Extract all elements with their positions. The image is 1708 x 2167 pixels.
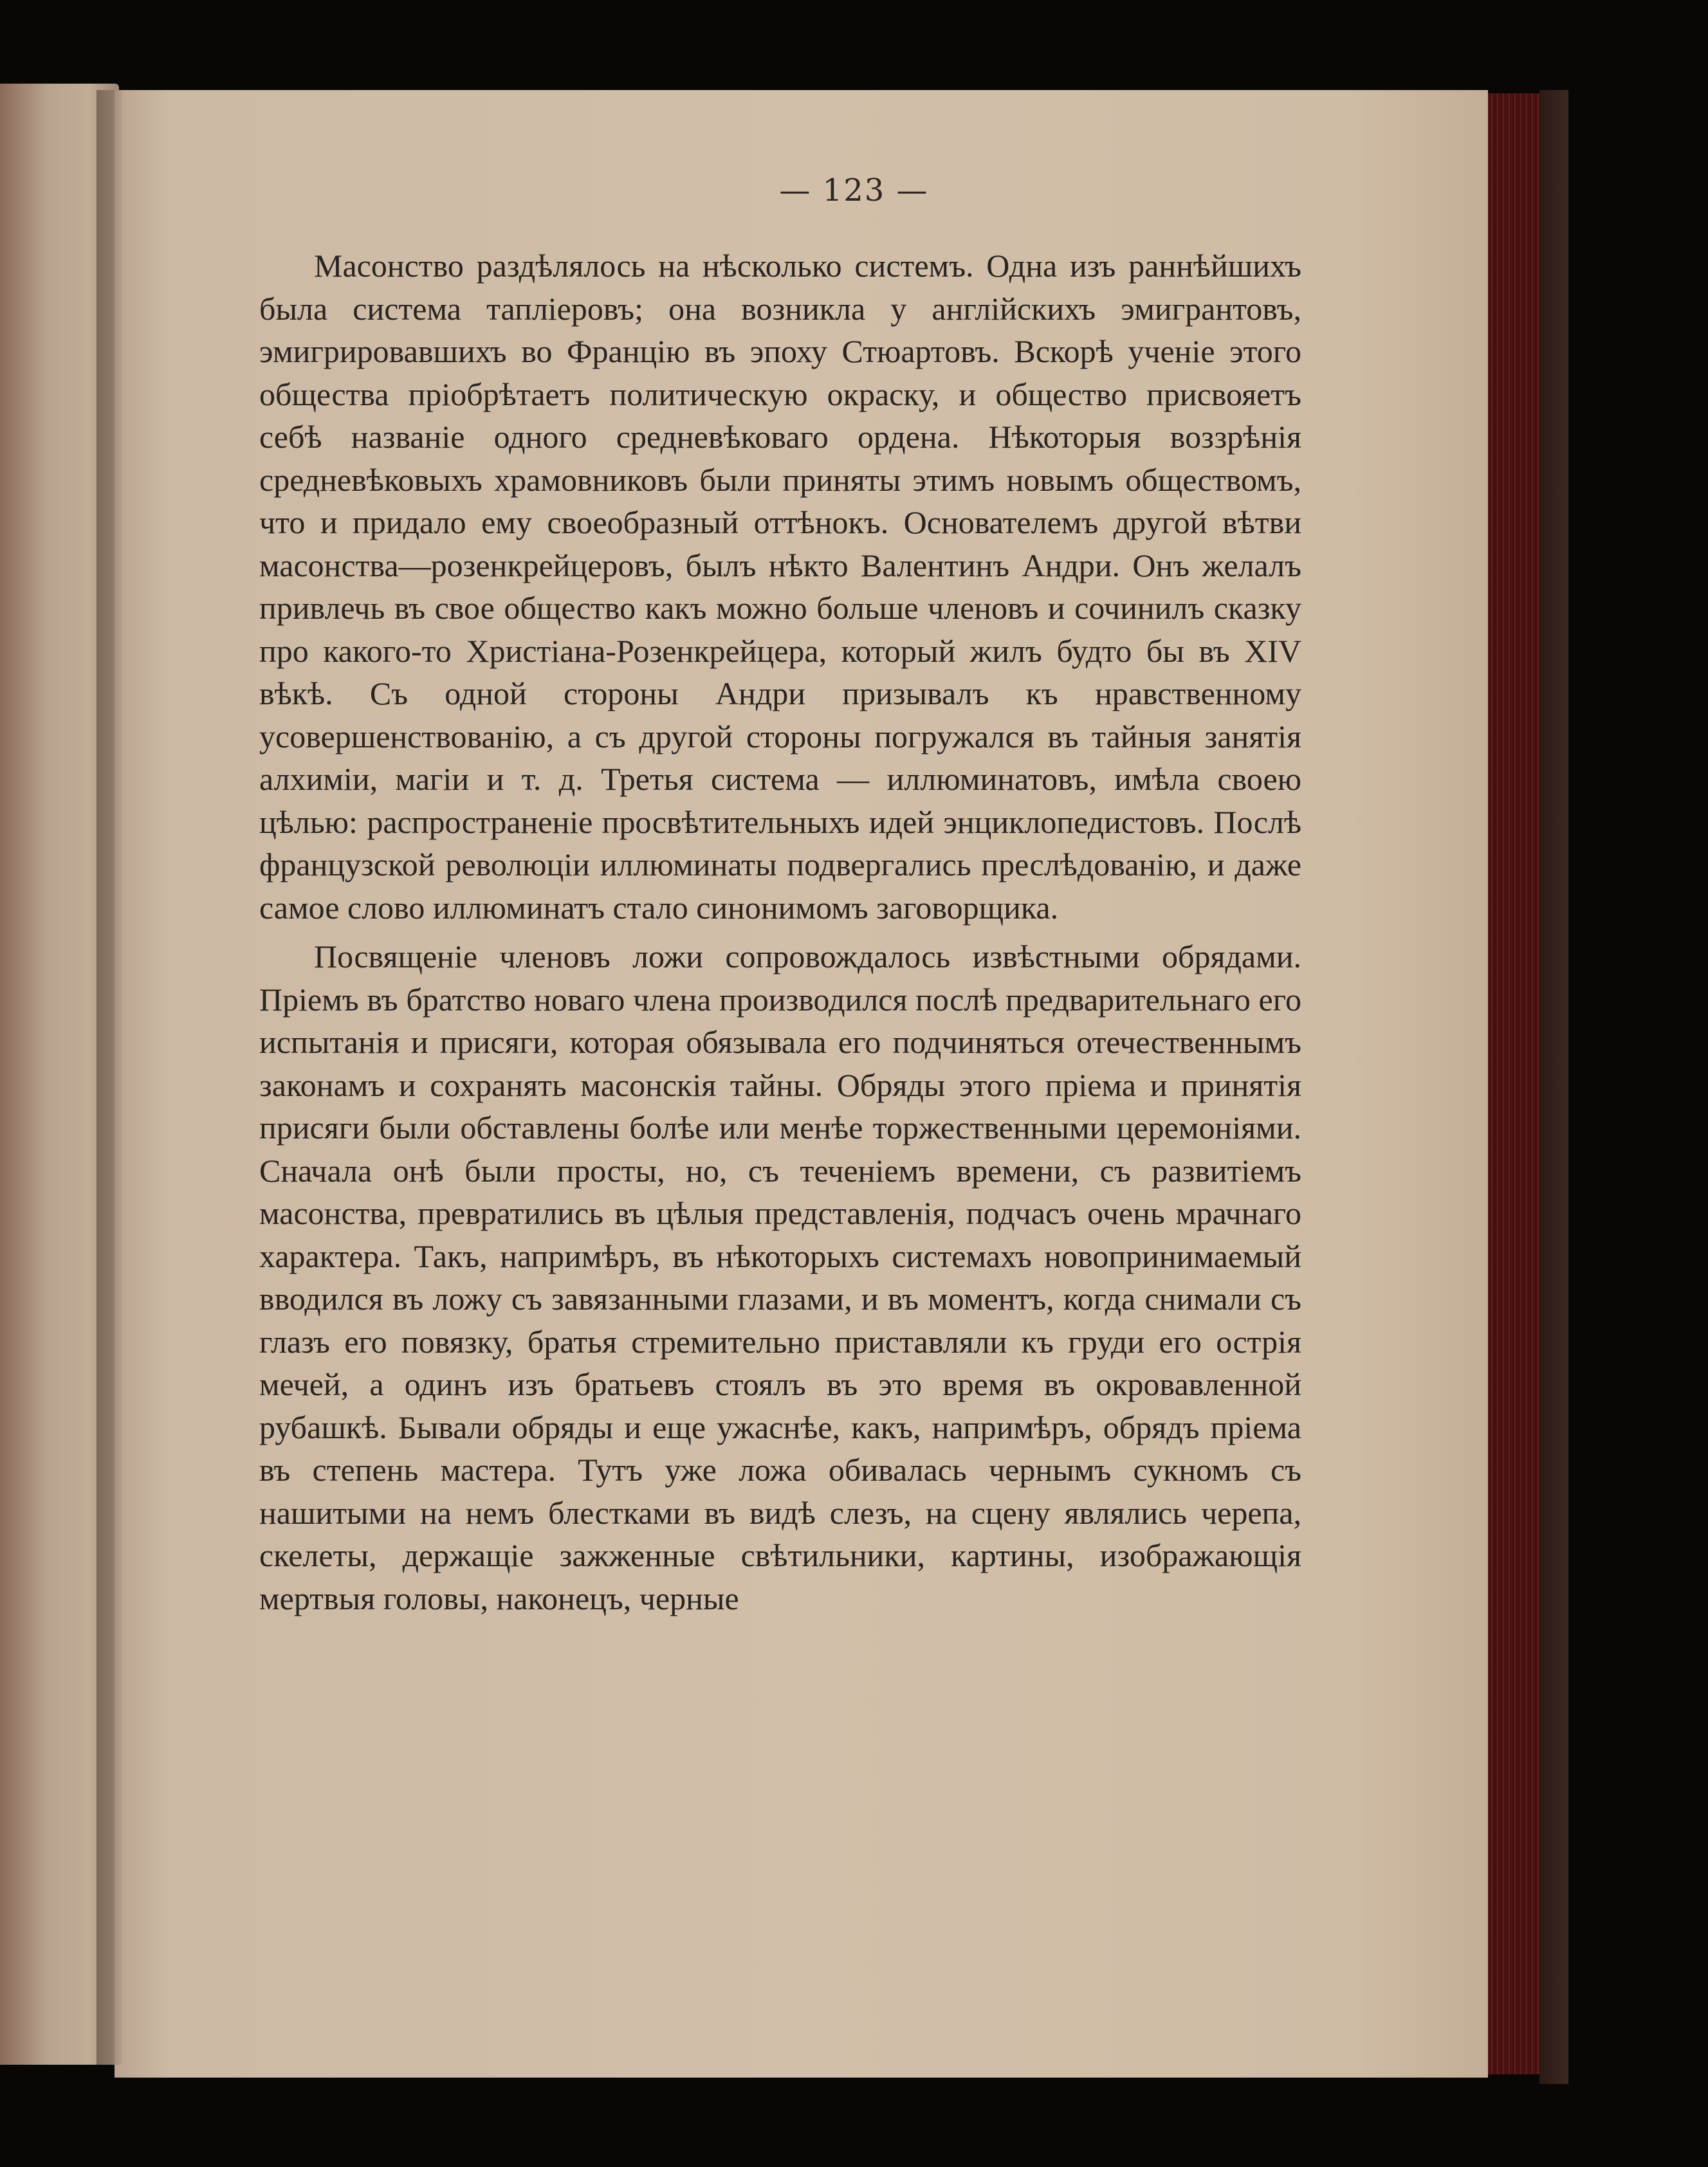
- paragraph: Масонство раздѣлялось на нѣсколько системъ. Одна изъ раннѣйшихъ была система таплiеровъ; она возникла у англiйскихъ эмигрантовъ, эмигрировавшихъ во Францiю въ эпоху Стюартовъ. Вскорѣ ученiе этого общества прiобрѣтаетъ политическую окраску, и общество присвояетъ себѣ названiе одного средневѣковаго ордена. Нѣкоторыя воззрѣнiя средневѣковыхъ храмовниковъ были приняты этимъ новымъ обществомъ, что и придало ему своеобразный оттѣнокъ. Основателемъ другой вѣтви масонства—розенкрейцеровъ, былъ нѣкто Валентинъ Андри. Онъ желалъ привлечь въ свое общество какъ можно больше членовъ и сочинилъ сказку про какого-то Христiана-Розенкрейцера, который жилъ будто бы въ XIV вѣкѣ. Съ одной стороны Андри призывалъ къ нравственному усовершенствованiю, а съ другой стороны погружался въ тайныя занятiя алхимiи, магiи и т. д. Третья система — иллюминатовъ, имѣла своею цѣлью: распространенiе просвѣтительныхъ идей энциклопедистовъ. Послѣ французской революцiи иллюминаты подвергались преслѣдованiю, и даже самое слово иллюминатъ стало синонимомъ заговорщика.: [259, 248, 1301, 926]
- book-cover: [1539, 90, 1568, 2084]
- page-number: — 123 —: [779, 172, 929, 208]
- paragraph: Посвященiе членовъ ложи сопровождалось извѣстными обрядами. Прiемъ въ братство новаго члена производился послѣ предварительнаго его испытанiя и присяги, которая обязывала его подчиняться отечественнымъ законамъ и сохранять масонскiя тайны. Обряды этого прiема и принятiя присяги были обставлены болѣе или менѣе торжественными церемонiями. Сначала онѣ были просты, но, съ теченiемъ времени, съ развитiемъ масонства, превратились въ цѣлыя представленiя, подчасъ очень мрачнаго характера. Такъ, напримѣръ, въ нѣкоторыхъ системахъ новопринимаемый вводился въ ложу съ завязанными глазами, и въ моментъ, когда снимали съ глазъ его повязку, братья стремительно приставляли къ груди его острiя мечей, а одинъ изъ братьевъ стоялъ въ это время въ окровавленной рубашкѣ. Бывали обряды и еще ужаснѣе, какъ, напримѣръ, обрядъ прiема въ степень мастера. Тутъ уже ложа обивалась чернымъ сукномъ съ нашитыми на немъ блестками въ видѣ слезъ, на сцену являлись черепа, скелеты, держащiе зажженные свѣтильники, картины, изображающiя мертвыя головы, наконецъ, черные: [259, 938, 1301, 1616]
- page-body: [259, 244, 1301, 1620]
- page-stack-edge: [1488, 93, 1539, 2074]
- page-gutter: [96, 90, 122, 2065]
